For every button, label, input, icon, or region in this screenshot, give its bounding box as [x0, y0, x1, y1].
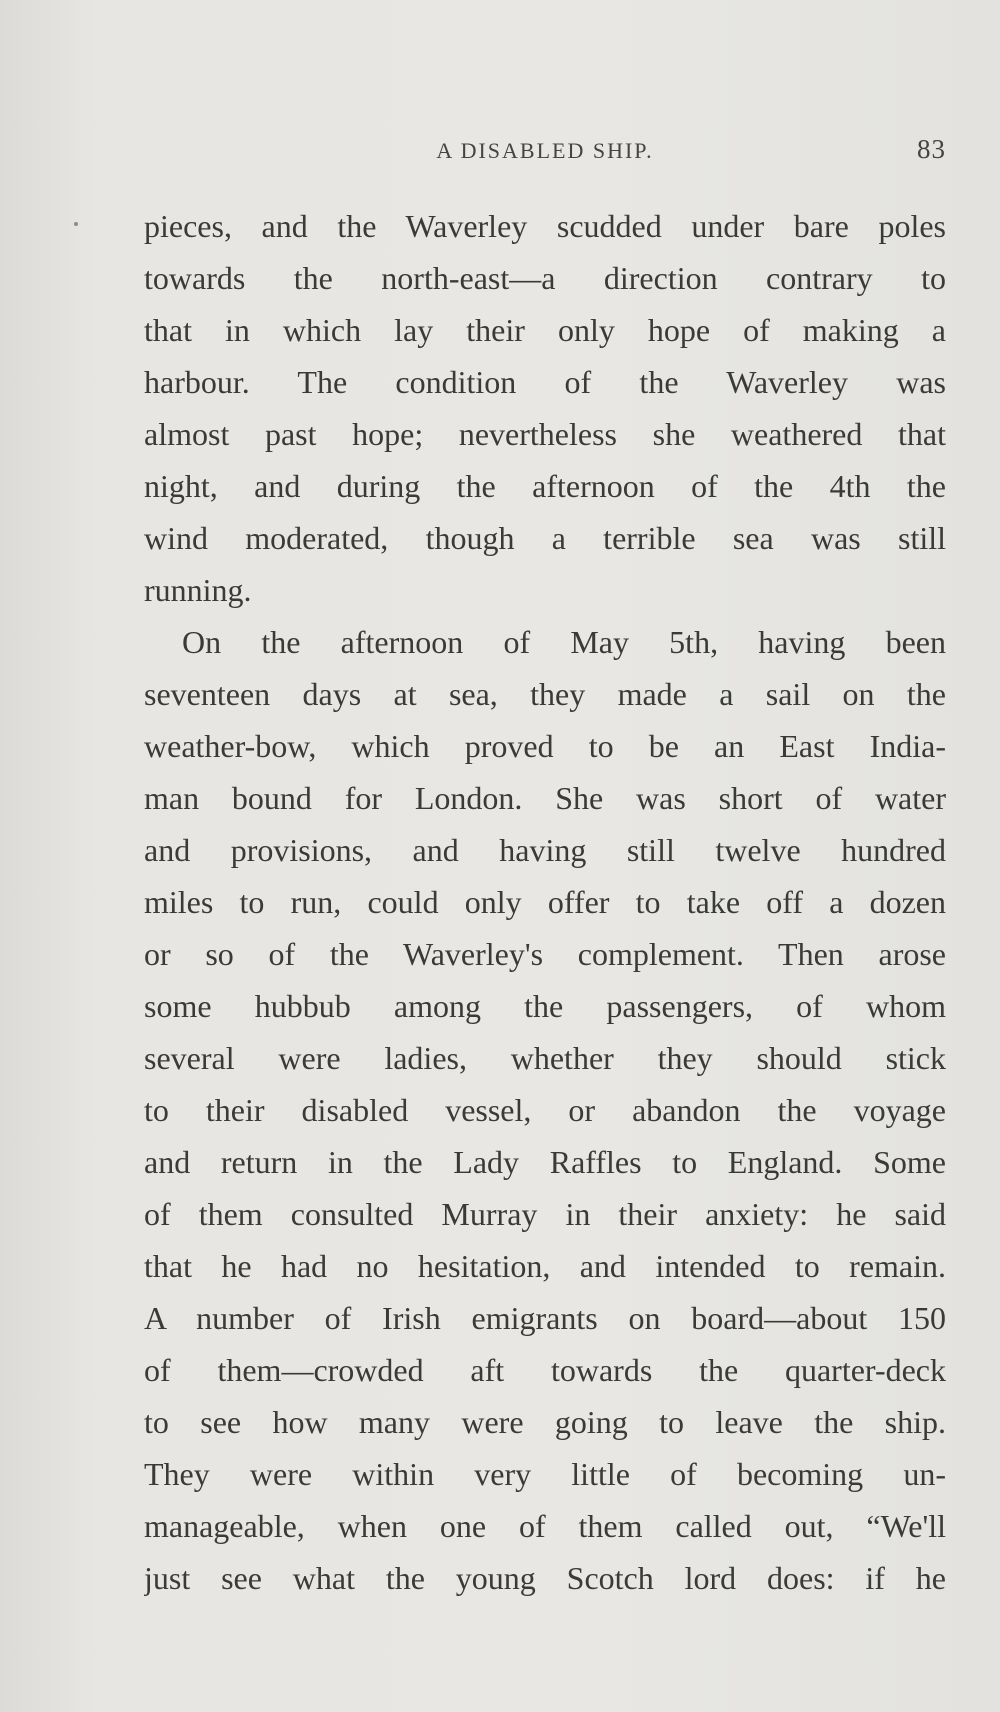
text-line: harbour. The condition of the Waverley was	[144, 364, 946, 400]
text-line: some hubbub among the passengers, of whom	[144, 988, 946, 1024]
text-line: or so of the Waverley's complement. Then arose	[144, 936, 946, 972]
text-line: of them—crowded aft towards the quarter-deck	[144, 1352, 946, 1388]
text-line: just see what the young Scotch lord does: if he	[144, 1560, 946, 1596]
page-number: 83	[917, 134, 946, 164]
running-title: A DISABLED SHIP.	[436, 138, 654, 163]
text-line: man bound for London. She was short of water	[144, 780, 946, 816]
running-head	[144, 134, 946, 178]
text-line: almost past hope; nevertheless she weathered that	[144, 416, 946, 452]
text-line: that he had no hesitation, and intended to remain.	[144, 1248, 946, 1284]
text-line: of them consulted Murray in their anxiety: he said	[144, 1196, 946, 1232]
text-line: wind moderated, though a terrible sea was still	[144, 520, 946, 556]
paragraph-end-line: running.	[144, 572, 252, 608]
text-line: night, and during the afternoon of the 4th the	[144, 468, 946, 504]
text-line: and provisions, and having still twelve hundred	[144, 832, 946, 868]
text-line: several were ladies, whether they should stick	[144, 1040, 946, 1076]
text-line: seventeen days at sea, they made a sail on the	[144, 676, 946, 712]
text-line: to their disabled vessel, or abandon the voyage	[144, 1092, 946, 1128]
text-line: They were within very little of becoming un-	[144, 1456, 946, 1492]
stray-ink-mark	[74, 222, 78, 226]
text-line: and return in the Lady Raffles to England. Some	[144, 1144, 946, 1180]
text-line: towards the north-east—a direction contrary to	[144, 260, 946, 296]
paragraph-first-line: On the afternoon of May 5th, having been	[182, 624, 946, 660]
text-line: manageable, when one of them called out, “We'll	[144, 1508, 946, 1544]
text-line: pieces, and the Waverley scudded under bare poles	[144, 208, 946, 244]
text-line: A number of Irish emigrants on board—about 150	[144, 1300, 946, 1336]
text-line: weather-bow, which proved to be an East India-	[144, 728, 946, 764]
text-line: to see how many were going to leave the ship.	[144, 1404, 946, 1440]
text-line: miles to run, could only offer to take off a dozen	[144, 884, 946, 920]
text-line: that in which lay their only hope of making a	[144, 312, 946, 348]
body-text	[144, 200, 946, 1604]
